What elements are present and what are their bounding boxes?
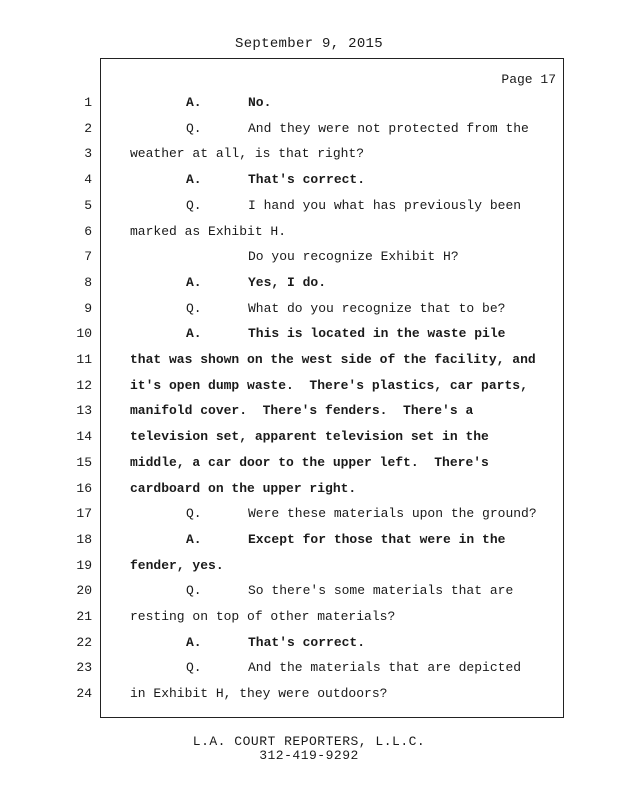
- testimony-text: Yes, I do.: [248, 274, 327, 290]
- speaker-label: A.: [186, 95, 202, 110]
- line-number: 6: [84, 223, 92, 239]
- testimony-text: weather at all, is that right?: [130, 146, 365, 162]
- testimony-text: This is located in the waste pile: [248, 326, 506, 342]
- line-number: 1: [84, 95, 92, 110]
- testimony-text: cardboard on the upper right.: [130, 480, 357, 496]
- line-number: 20: [76, 583, 92, 599]
- testimony-text: I hand you what has previously been: [248, 197, 522, 213]
- testimony-text: Do you recognize Exhibit H?: [248, 249, 459, 265]
- line-number: 9: [84, 300, 92, 316]
- line-number: 11: [76, 352, 92, 367]
- line-number: 12: [76, 377, 92, 393]
- line-number: 22: [76, 634, 92, 650]
- line-number: 5: [84, 197, 92, 213]
- testimony-text: middle, a car door to the upper left. There's: [130, 454, 489, 470]
- testimony-text: What do you recognize that to be?: [248, 300, 506, 316]
- line-number: 19: [76, 557, 92, 573]
- line-number: 21: [76, 609, 92, 624]
- line-number: 4: [84, 172, 92, 188]
- line-number: 16: [76, 480, 92, 496]
- testimony-text: So there's some materials that are: [248, 583, 514, 599]
- speaker-label: A.: [186, 531, 202, 547]
- line-number: 13: [76, 403, 92, 419]
- line-number: 14: [76, 429, 92, 445]
- testimony-text: resting on top of other materials?: [130, 609, 396, 624]
- testimony-text: manifold cover. There's fenders. There's a: [130, 403, 474, 419]
- testimony-text: That's correct.: [248, 634, 366, 650]
- line-number: 3: [84, 146, 92, 162]
- speaker-label: A.: [186, 274, 202, 290]
- speaker-label: Q.: [186, 197, 202, 213]
- footer-phone: 312-419-9292: [259, 748, 359, 763]
- line-number: 2: [84, 120, 92, 136]
- line-number: 24: [76, 686, 92, 702]
- speaker-label: Q.: [186, 660, 202, 676]
- line-number: 10: [76, 326, 92, 342]
- line-number: 17: [76, 506, 92, 522]
- line-number: 8: [84, 274, 92, 290]
- testimony-text: Except for those that were in the: [248, 531, 506, 547]
- line-number: 7: [84, 249, 92, 265]
- testimony-text: fender, yes.: [130, 557, 224, 573]
- testimony-text: No.: [248, 95, 272, 110]
- header-date: September 9, 2015: [235, 36, 383, 52]
- page-number: Page 17: [501, 72, 556, 87]
- speaker-label: A.: [186, 326, 202, 342]
- testimony-text: And they were not protected from the: [248, 120, 529, 136]
- testimony-text: that was shown on the west side of the facility, and: [130, 352, 536, 367]
- speaker-label: Q.: [186, 300, 202, 316]
- testimony-text: And the materials that are depicted: [248, 660, 522, 676]
- footer-company: L.A. COURT REPORTERS, L.L.C.: [192, 734, 426, 749]
- speaker-label: A.: [186, 634, 202, 650]
- speaker-label: Q.: [186, 506, 202, 522]
- speaker-label: Q.: [186, 120, 202, 136]
- testimony-text: That's correct.: [248, 172, 366, 188]
- testimony-text: Were these materials upon the ground?: [248, 506, 537, 522]
- line-number: 15: [76, 454, 92, 470]
- speaker-label: A.: [186, 172, 202, 188]
- testimony-text: it's open dump waste. There's plastics, car parts,: [130, 377, 528, 393]
- testimony-text: in Exhibit H, they were outdoors?: [130, 686, 388, 702]
- line-number: 23: [76, 660, 92, 676]
- line-number: 18: [76, 531, 92, 547]
- speaker-label: Q.: [186, 583, 202, 599]
- testimony-text: television set, apparent television set in the: [130, 429, 489, 445]
- testimony-text: marked as Exhibit H.: [130, 223, 287, 239]
